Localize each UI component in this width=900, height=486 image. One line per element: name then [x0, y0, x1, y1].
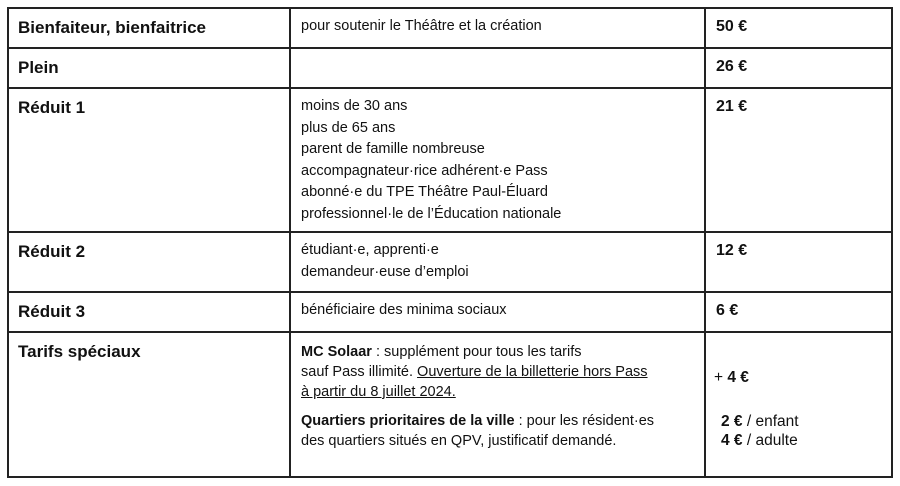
price-cell: [705, 88, 892, 232]
description-line: plus de 65 ans: [301, 119, 396, 136]
category-label: Réduit 1: [18, 98, 86, 117]
description-line: étudiant·e, apprenti·e: [301, 242, 439, 258]
price-value: 21 €: [716, 98, 748, 115]
table-row: [8, 48, 892, 88]
price-cell: [705, 292, 892, 332]
description-line: pour soutenir le Théâtre et la création: [301, 18, 542, 34]
table-row-special: [8, 332, 892, 477]
qpv-price-child-label: / enfant: [742, 413, 799, 430]
price-cell: [705, 48, 892, 88]
qpv-price-adult-label: / adulte: [742, 432, 798, 449]
qpv-price-child-amount: 2 €: [721, 413, 743, 430]
description-line: moins de 30 ans: [301, 98, 408, 114]
description-line: parent de famille nombreuse: [301, 141, 485, 157]
description-cell: [290, 8, 705, 48]
table-row: [8, 232, 892, 292]
category-cell: [8, 8, 290, 48]
description-line: abonné·e du TPE Théâtre Paul-Éluard: [301, 184, 548, 200]
description-line: professionnel·le de l’Éducation nationale: [301, 205, 562, 222]
mc-solaar-price-value: 4 €: [727, 369, 749, 386]
tarifs-container: [7, 7, 891, 478]
description-line: demandeur·euse d’emploi: [301, 263, 469, 280]
category-label: Réduit 2: [18, 242, 86, 261]
description-cell: [290, 232, 705, 292]
category-label: Plein: [18, 58, 59, 77]
mc-solaar-text: : supplément pour tous les tarifs: [371, 344, 582, 360]
price-cell: [705, 8, 892, 48]
category-label: Réduit 3: [18, 302, 86, 321]
billetterie-link[interactable]: Ouverture de la billetterie hors Pass: [417, 364, 648, 380]
category-cell: [8, 232, 290, 292]
qpv-price-adult-amount: 4 €: [721, 432, 743, 449]
description-line: bénéficiaire des minima sociaux: [301, 302, 507, 318]
price-value: 6 €: [716, 302, 739, 319]
qpv-text: : pour les résident·es: [514, 413, 655, 429]
qpv-price-child: [721, 412, 799, 431]
category-cell: [8, 292, 290, 332]
qpv-line: des quartiers situés en QPV, justificatif demandé.: [301, 433, 617, 449]
category-cell: [8, 48, 290, 88]
description-cell: [290, 88, 705, 232]
category-label: Bienfaiteur, bienfaitrice: [18, 18, 206, 37]
description-line: accompagnateur·rice adhérent·e Pass: [301, 162, 548, 179]
qpv-line: [301, 411, 704, 431]
price-cell: [705, 232, 892, 292]
description-cell: [290, 332, 705, 477]
category-label: Tarifs spéciaux: [18, 342, 141, 361]
category-cell: [8, 332, 290, 477]
price-value: 26 €: [716, 58, 748, 75]
mc-solaar-price: [714, 369, 749, 387]
table-row: [8, 292, 892, 332]
price-value: 50 €: [716, 18, 748, 35]
description-cell: [290, 48, 705, 88]
description-cell: [290, 292, 705, 332]
qpv-title: Quartiers prioritaires de la ville: [301, 413, 515, 429]
tarifs-table: [7, 7, 893, 478]
mc-solaar-price-sign: +: [714, 369, 728, 386]
qpv-price-adult: [721, 431, 799, 450]
category-cell: [8, 88, 290, 232]
price-cell: [705, 332, 892, 477]
table-row: [8, 88, 892, 232]
mc-solaar-line: [301, 362, 704, 382]
price-value: 12 €: [716, 242, 748, 259]
billetterie-link-date[interactable]: à partir du 8 juillet 2024.: [301, 384, 456, 400]
table-row: [8, 8, 892, 48]
mc-solaar-text: sauf Pass illimité.: [301, 364, 418, 380]
mc-solaar-title: MC Solaar: [301, 344, 372, 360]
qpv-price: [721, 412, 799, 450]
mc-solaar-line: [301, 342, 704, 362]
